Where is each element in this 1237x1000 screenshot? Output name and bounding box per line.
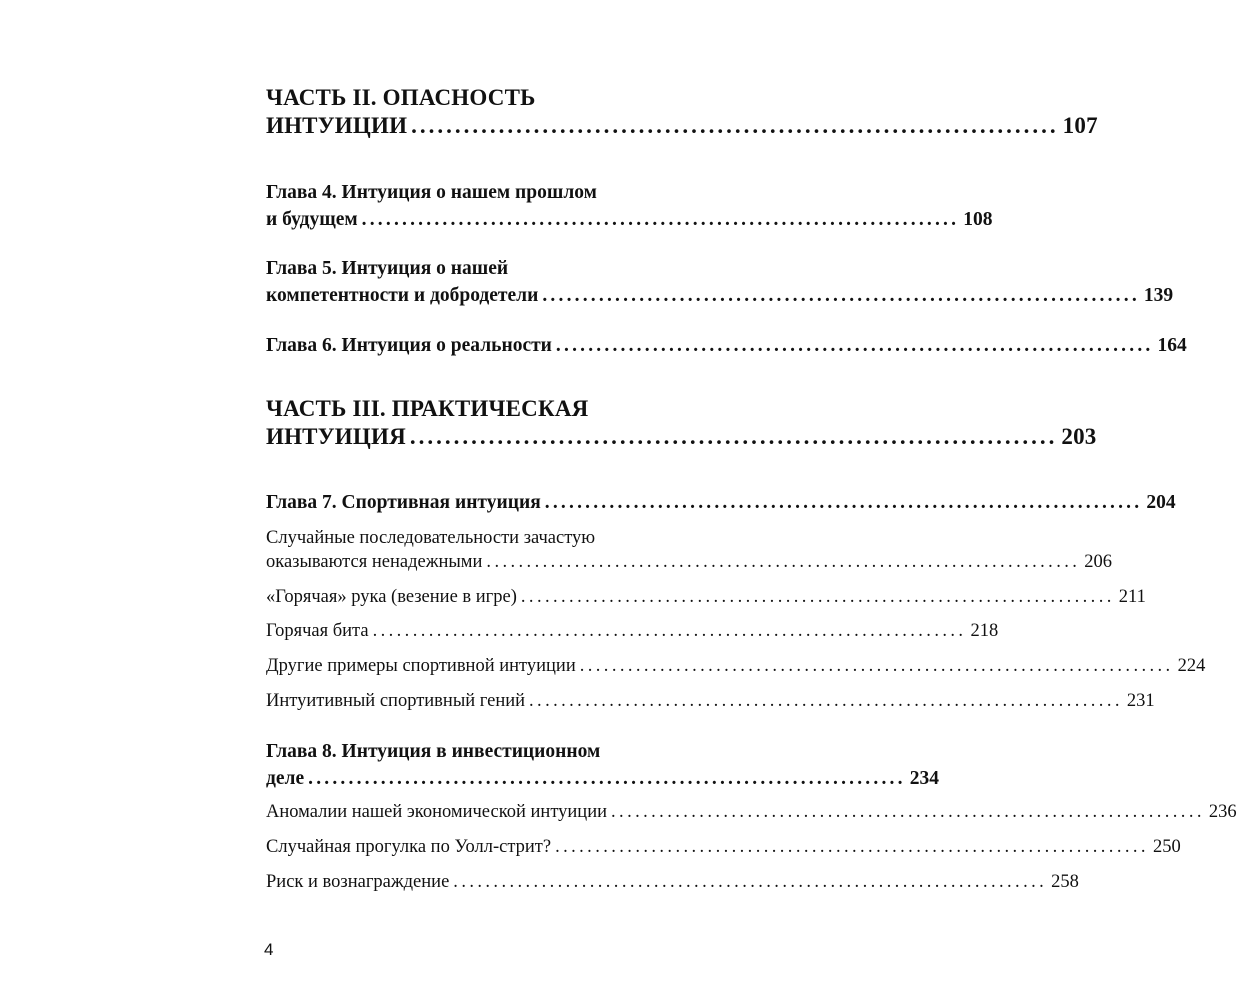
toc-chapter-6 (266, 332, 1187, 359)
toc-chapter-5-title-line2: компетентности и добродетели (266, 285, 539, 306)
toc-subsection-title: Случайная прогулка по Уолл-стрит? (266, 837, 552, 857)
toc-subsection (266, 619, 999, 643)
leader-dots: .......................................................................... (579, 656, 1174, 676)
toc-subsection-page: 218 (970, 621, 999, 641)
leader-dots: .......................................................................... (411, 113, 1059, 138)
toc-part-3 (266, 395, 1097, 451)
leader-dots: .......................................................................... (544, 492, 1143, 513)
toc-part-2-page: 107 (1062, 113, 1098, 138)
toc-part-2-title-line1: ЧАСТЬ II. ОПАСНОСТЬ (266, 85, 536, 110)
leader-dots: .......................................................................... (361, 209, 960, 230)
toc-subsection-page: 250 (1152, 837, 1181, 857)
toc-subsection (266, 526, 1113, 574)
toc-chapter-8-title-line2: деле (266, 768, 305, 789)
toc-chapter-4-title-line2: и будущем (266, 209, 358, 230)
toc-subsection-page: 211 (1118, 587, 1146, 607)
toc-subsection (266, 835, 1181, 859)
toc-chapter-5-page: 139 (1143, 285, 1174, 306)
toc-chapter-6-page: 164 (1157, 335, 1187, 356)
toc-chapter-4-page: 108 (963, 209, 993, 230)
leader-dots: .......................................................................... (308, 768, 906, 789)
toc-subsection-title: «Горячая» рука (везение в игре) (266, 587, 517, 607)
toc-chapter-7-page: 204 (1146, 492, 1176, 513)
toc-subsection (266, 585, 1146, 609)
toc-subsection-title: Риск и вознаграждение (266, 872, 450, 892)
toc-subsection (266, 689, 1155, 713)
toc-chapter-7-title: Глава 7. Спортивная интуиция (266, 492, 541, 513)
toc-subsection-page: 236 (1208, 802, 1237, 822)
leader-dots: .......................................................................... (555, 837, 1149, 857)
toc-part-3-page: 203 (1061, 424, 1097, 449)
table-of-contents (266, 84, 1237, 894)
toc-chapter-5 (266, 255, 1174, 309)
leader-dots: .......................................................................... (555, 335, 1154, 356)
toc-part-3-title-line1: ЧАСТЬ III. ПРАКТИЧЕСКАЯ (266, 396, 589, 421)
leader-dots: .......................................................................... (372, 621, 967, 641)
toc-subsection-title-line1: Случайные последовательности зачастую (266, 528, 596, 548)
leader-dots: .......................................................................... (529, 691, 1123, 711)
toc-chapter-7 (266, 489, 1176, 516)
toc-subsection (266, 654, 1206, 678)
leader-dots: .......................................................................... (520, 587, 1115, 607)
toc-subsection-page: 224 (1177, 656, 1206, 676)
page-number: 4 (264, 940, 274, 959)
toc-subsection-title: Интуитивный спортивный гений (266, 691, 526, 711)
toc-part-3-title-line2: ИНТУИЦИЯ (266, 424, 406, 449)
toc-subsection-page: 231 (1126, 691, 1155, 711)
toc-chapter-5-title-line1: Глава 5. Интуиция о нашей (266, 258, 509, 279)
toc-chapter-4-title-line1: Глава 4. Интуиция о нашем прошлом (266, 182, 597, 203)
toc-subsection-title: Аномалии нашей экономической интуиции (266, 802, 608, 822)
toc-chapter-6-title: Глава 6. Интуиция о реальности (266, 335, 552, 356)
toc-chapter-8-title-line1: Глава 8. Интуиция в инвестиционном (266, 741, 601, 762)
toc-subsection-title: Другие примеры спортивной интуиции (266, 656, 576, 676)
toc-part-2 (266, 84, 1098, 140)
toc-chapter-8-page: 234 (909, 768, 939, 789)
toc-subsection-title: Горячая бита (266, 621, 369, 641)
toc-subsection-page: 206 (1084, 552, 1113, 572)
leader-dots: .......................................................................... (453, 872, 1048, 892)
leader-dots: .......................................................................... (611, 802, 1205, 822)
toc-subsection (266, 870, 1079, 894)
toc-chapter-8 (266, 738, 939, 792)
toc-subsection-title-line2: оказываются ненадежными (266, 552, 483, 572)
toc-chapter-4 (266, 179, 993, 233)
toc-part-2-title-line2: ИНТУИЦИИ (266, 113, 408, 138)
leader-dots: .......................................................................... (542, 285, 1140, 306)
toc-subsection-page: 258 (1051, 872, 1079, 892)
leader-dots: .......................................................................... (486, 552, 1081, 572)
leader-dots: .......................................................................... (409, 424, 1058, 449)
toc-subsection (266, 800, 1237, 824)
